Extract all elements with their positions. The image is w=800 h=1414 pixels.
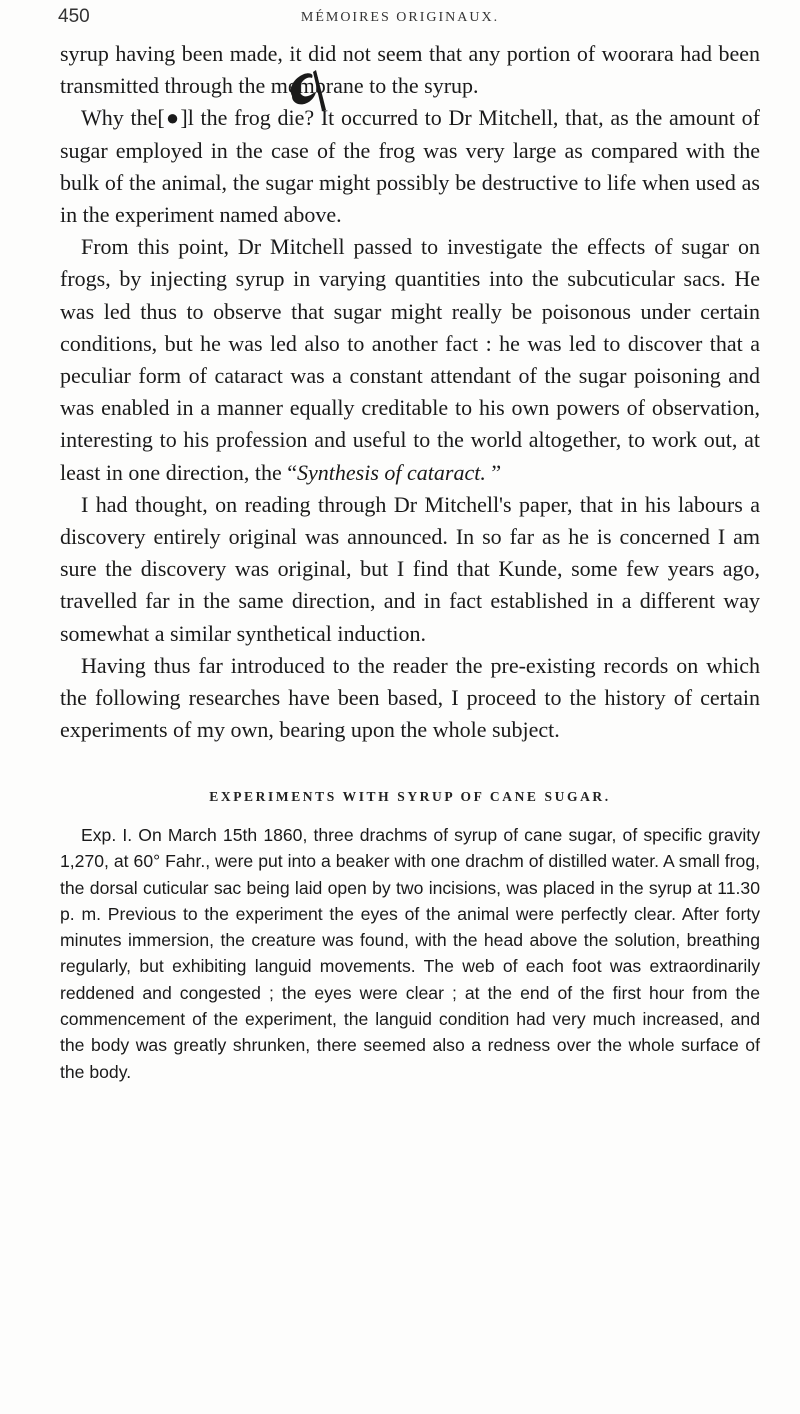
paragraph-continued: syrup having been made, it did not seem that any portion of woorara had been transmitted through the membrane to the syrup. — [60, 41, 760, 99]
experiment-label: Exp. I. — [81, 825, 133, 845]
page-number: 450 — [58, 6, 90, 27]
experiment-1-paragraph — [60, 822, 760, 1085]
paragraph-proceed: Having thus far introduced to the reader the pre-existing records on which the following researches have been based, I proceed to the history of certain experiments of my own, bearing upon the whole subject. — [60, 652, 760, 743]
paragraph-sugar-investigation-text: From this point, Dr Mitchell passed to investigate the effects of sugar on frogs, by injecting syrup in varying quantities into the subcuticular sacs. He was led thus to observe that sugar might really be poisonous under certain conditions, but he was led also to another fact : he was led to discover that a peculiar form of cataract was a constant attendant of the sugar poisoning and was enabled in a manner equally creditable to his own powers of observation, interesting to his profession and useful to the world altogether, to work out, at least in one direction, the “ — [60, 234, 760, 485]
running-head — [0, 6, 800, 30]
paragraph-why-frog-die: Why the[●]l the frog die? It occurred to Dr Mitchell, that, as the amount of sugar employed in the case of the frog was very large as compared with the bulk of the animal, the sugar might possibly be destructive to life when used as in the experiment named above. — [60, 105, 760, 228]
body-text — [60, 38, 760, 746]
synthesis-of-cataract-title: Synthesis of cataract. — [297, 459, 486, 485]
paragraph-sugar-investigation — [60, 231, 760, 489]
experiment-1-text: On March 15th 1860, three drachms of syrup of cane sugar, of specific gravity 1,270, at 60° Fahr., were put into a beaker with one drachm of distilled water. A small frog, the dorsal cuticular sac being laid open by two incisions, was placed in the syrup at 11.30 p. m. Previous to the experiment the eyes of the animal were perfectly clear. After forty minutes immersion, the creature was found, with the head above the solution, breathing regularly, but exhibiting languid movements. The web of each foot was extraordinarily reddened and congested ; the eyes were clear ; at the end of the first hour from the commencement of the experiment, the languid condition had very much increased, and the body was greatly shrunken, there seemed also a redness over the whole surface of the body. — [60, 825, 760, 1082]
running-title: MÉMOIRES ORIGINAUX. — [300, 10, 500, 25]
experiment-text — [60, 822, 760, 1085]
paragraph-kunde: I had thought, on reading through Dr Mitchell's paper, that in his labours a discovery entirely original was announced. In so far as he is concerned I am sure the discovery was original, but I find that Kunde, some few years ago, travelled far in the same direction, and in fact established in a different way somewhat a similar synthetical induction. — [60, 491, 760, 646]
section-heading: EXPERIMENTS WITH SYRUP OF CANE SUGAR. — [209, 789, 611, 804]
closing-quote: ” — [485, 459, 502, 485]
